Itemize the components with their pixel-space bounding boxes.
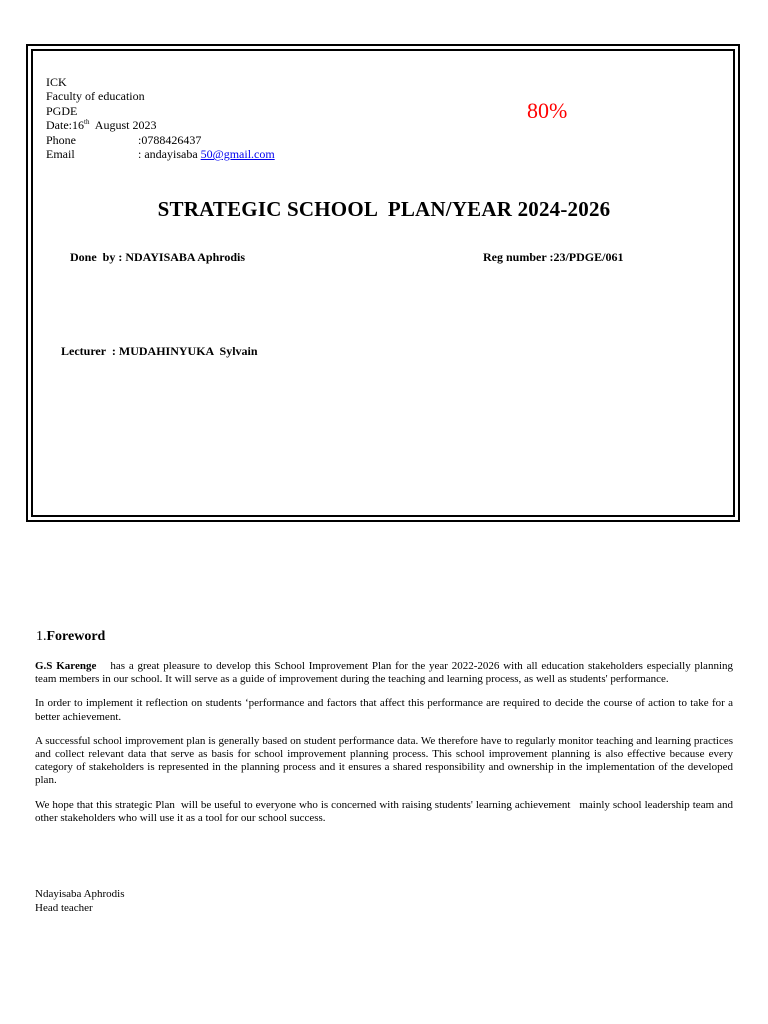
email-line [46,147,275,161]
author-line: Done by : NDAYISABA Aphrodis [70,250,246,264]
foreword-paragraph: In order to implement it reflection on students ‘performance and factors that affect this performance are required to decide the course of action to take for a better achievement. [35,697,733,723]
date-ordinal: th [84,118,90,127]
faculty-name: Faculty of education [46,89,145,104]
foreword-body [35,660,736,836]
section-title: Foreword [46,629,106,644]
foreword-paragraph: We hope that this strategic Plan will be useful to everyone who is concerned with raising students' learning achievement mainly school leadership team and other stakeholders who will use it as a tool for our school success. [35,798,736,824]
date-suffix: August 2023 [89,118,157,133]
phone-line [46,133,275,147]
phone-label: Phone [46,132,76,147]
lecturer-line: Lecturer : MUDAHINYUKA Sylvain [61,344,258,358]
signature-block [35,888,125,915]
signature-name: Ndayisaba Aphrodis [35,888,125,900]
institution-name: ICK [46,75,67,89]
date-line [46,118,275,132]
document-title: STRATEGIC SCHOOL PLAN/YEAR 2024-2026 [157,197,611,221]
section-number: 1. [36,629,47,644]
email-link[interactable]: 50@gmail.com [200,147,275,162]
header-block [46,75,275,161]
foreword-heading [36,629,105,645]
date-prefix: Date:16 [46,118,84,133]
registration-number: Reg number :23/PDGE/061 [483,250,624,264]
email-value: : andayisaba [138,147,201,162]
grade-score: 80% [527,98,568,123]
email-label: Email [46,147,75,162]
school-name: G.S Karenge [35,660,97,672]
phone-value: :0788426437 [138,132,202,147]
foreword-paragraph: A successful school improvement plan is generally based on student performance data. We therefore have to regularly monitor teaching and learning practices and collect relevant data that serve as basis for school improvement planning process. This school improvement planning is also effective because every category of stakeholders is represented in the planning process and it ensures a shared responsibility and ownership in the implementation of the developed plan. [35,734,733,787]
program-name: PGDE [46,103,78,118]
foreword-paragraph: G.S Karenge has a great pleasure to develop this School Improvement Plan for the year 2022-2026 with all education stakeholders especially planning team members in our school. It will serve as a guide of improvement during the teaching and learning process, as well as students' performance. [35,660,733,686]
signature-role: Head teacher [35,901,93,914]
